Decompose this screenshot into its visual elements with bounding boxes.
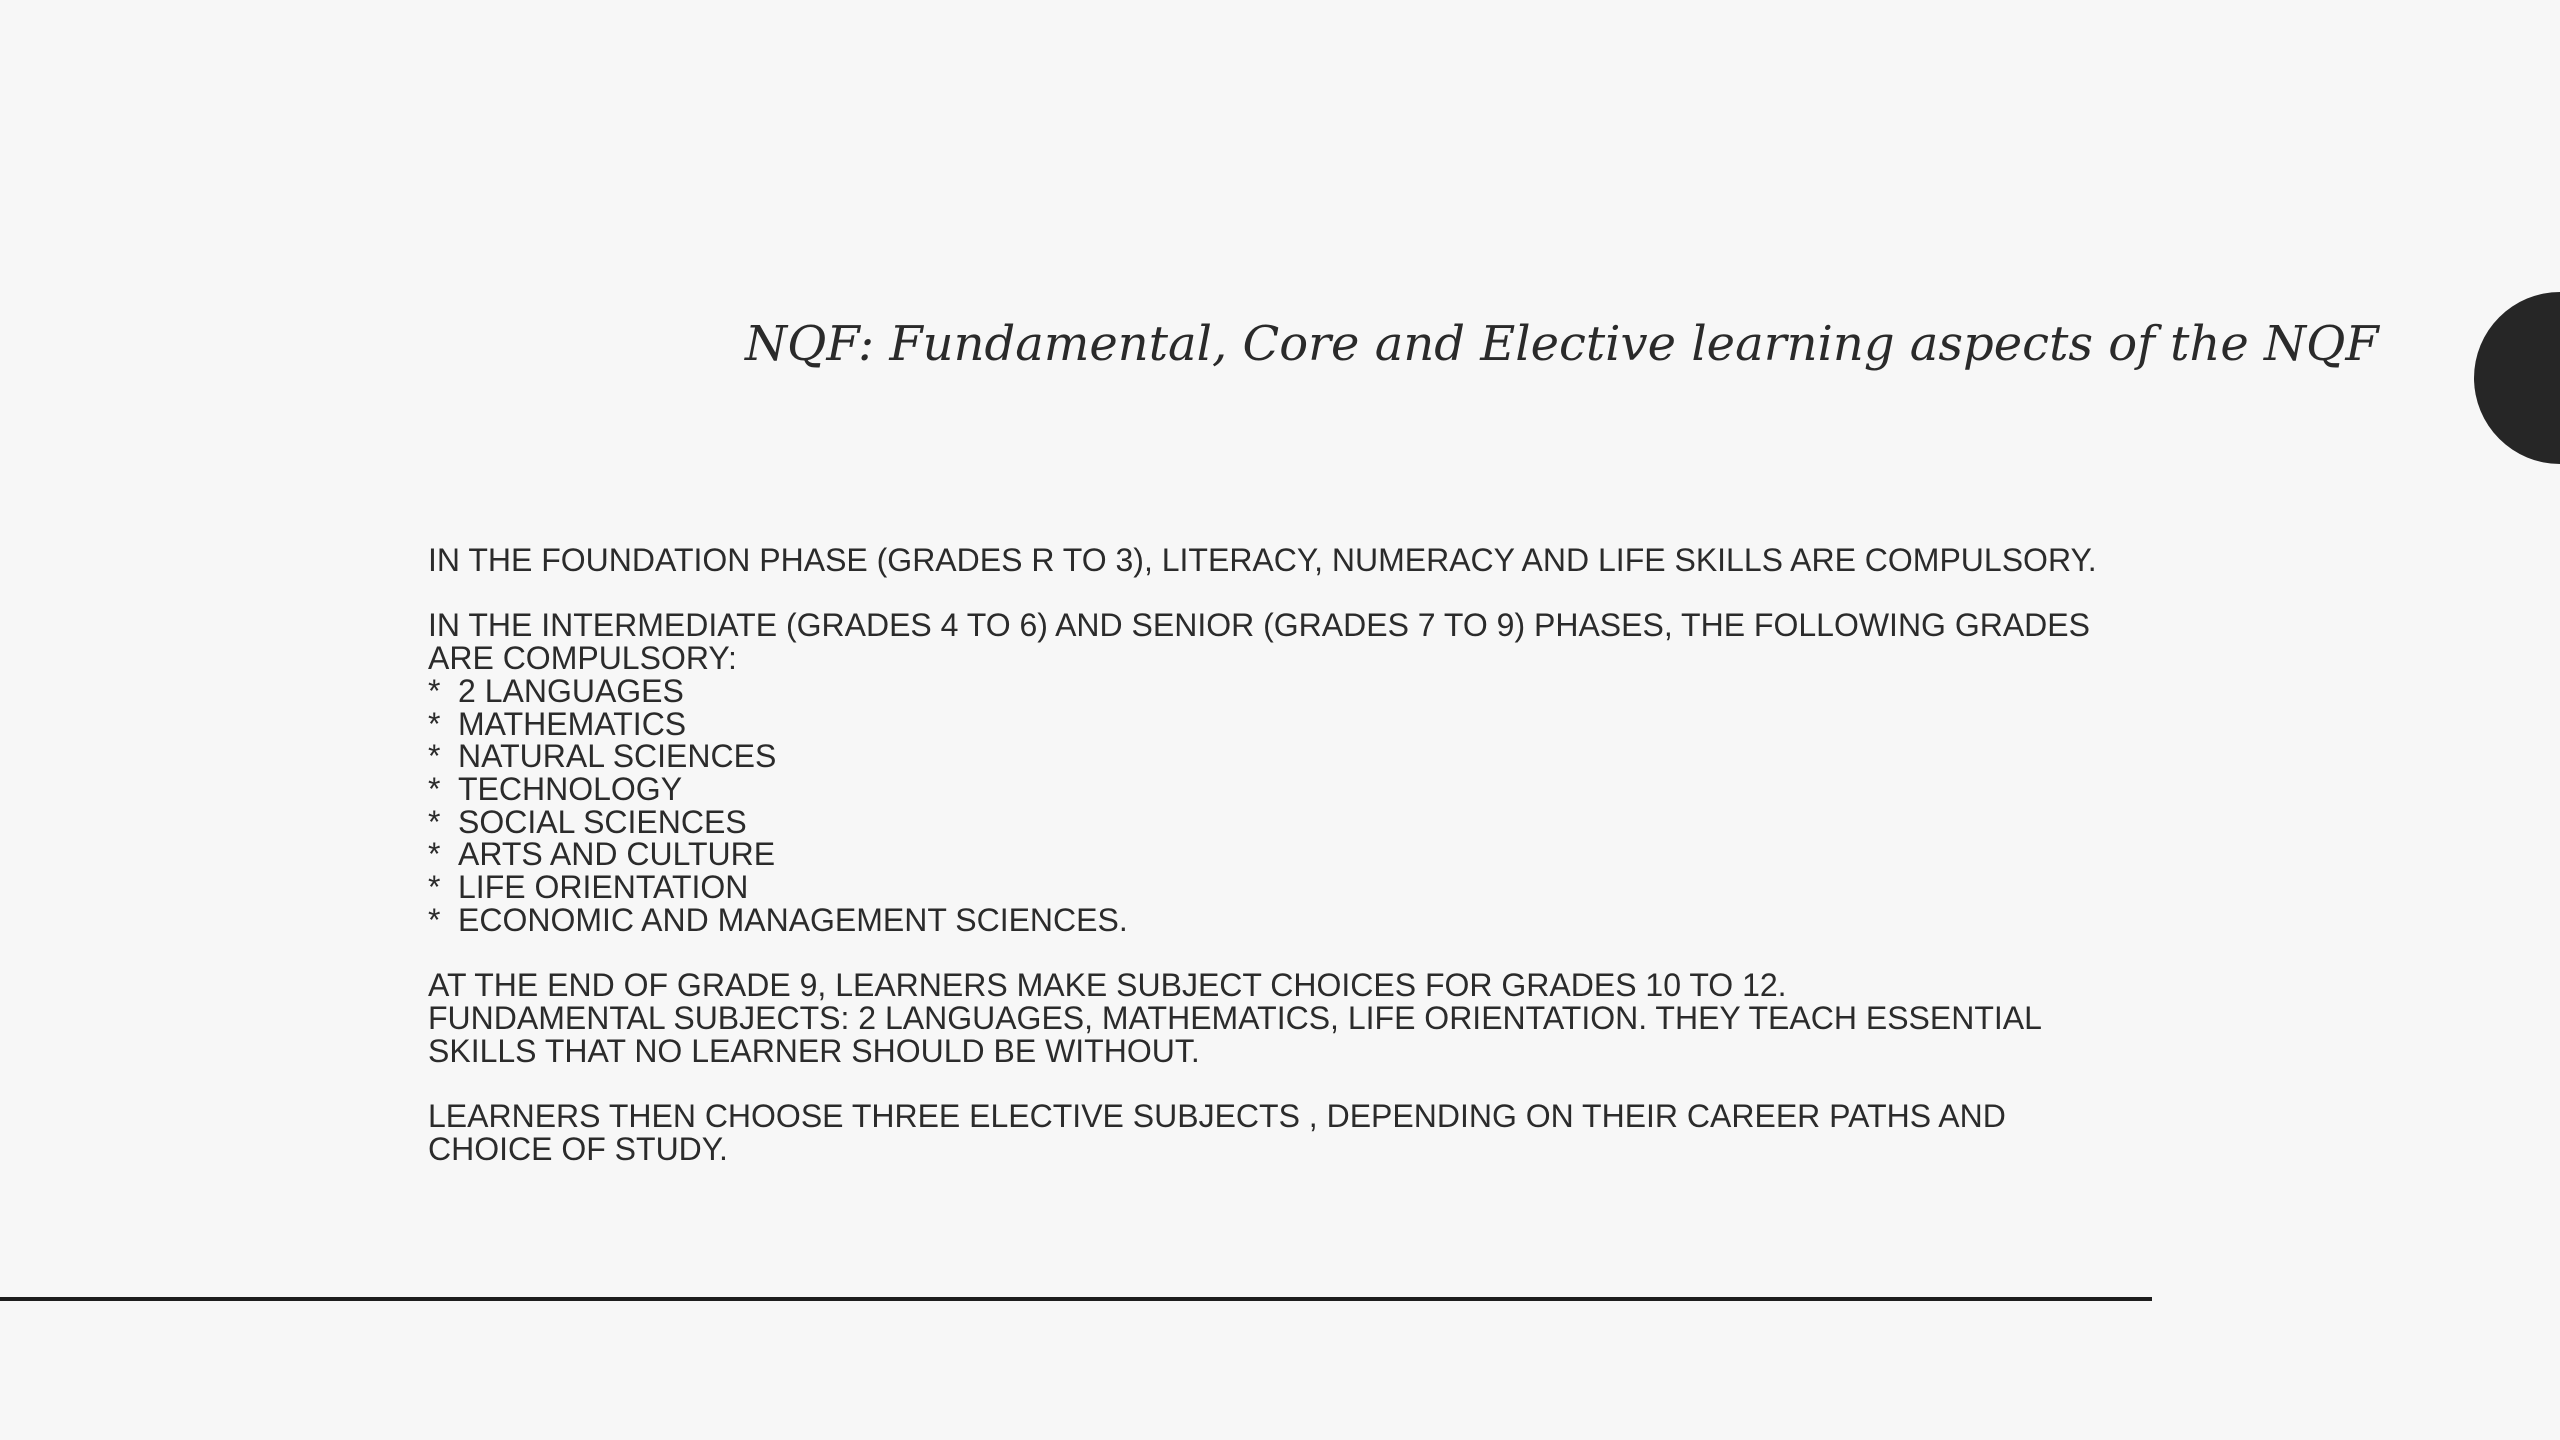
bullet-icon: * — [428, 869, 441, 906]
list-item-label: TECHNOLOGY — [458, 770, 683, 807]
bullet-icon: * — [428, 901, 441, 938]
paragraph-subject-choices — [428, 969, 2128, 1067]
list-item — [428, 803, 2128, 840]
list-item — [428, 901, 2128, 938]
paragraph-line: IN THE INTERMEDIATE (GRADES 4 TO 6) AND SENIOR (GRADES 7 TO 9) PHASES, THE FOLLOWING GRADES — [428, 607, 2090, 644]
slide-title: NQF: Fundamental, Core and Elective learning aspects of the NQF — [745, 316, 2379, 372]
paragraph-line: AT THE END OF GRADE 9, LEARNERS MAKE SUBJECT CHOICES FOR GRADES 10 TO 12. — [428, 967, 1787, 1004]
bullet-icon: * — [428, 705, 441, 742]
paragraph-line: IN THE FOUNDATION PHASE (GRADES R TO 3), LITERACY, NUMERACY AND LIFE SKILLS ARE COMPULSORY. — [428, 542, 2097, 578]
horizontal-divider — [0, 1297, 2152, 1301]
paragraph-line: LEARNERS THEN CHOOSE THREE ELECTIVE SUBJECTS , DEPENDING ON THEIR CAREER PATHS AND — [428, 1097, 2006, 1134]
bullet-icon: * — [428, 770, 441, 807]
list-item — [428, 838, 2128, 871]
paragraph-elective-subjects — [428, 1097, 2128, 1167]
paragraph-line: FUNDAMENTAL SUBJECTS: 2 LANGUAGES, MATHEMATICS, LIFE ORIENTATION. THEY TEACH ESSENTIAL — [428, 999, 2042, 1036]
bullet-icon: * — [428, 836, 441, 873]
list-item-label: MATHEMATICS — [458, 705, 687, 742]
list-item — [428, 672, 2128, 709]
paragraph-intermediate-senior-phases — [428, 609, 2128, 936]
paragraph-foundation-phase — [428, 544, 2128, 577]
compulsory-subjects-list — [428, 672, 2128, 938]
list-item-label: LIFE ORIENTATION — [458, 869, 749, 906]
paragraph-line: CHOICE OF STUDY. — [428, 1130, 728, 1167]
list-item-label: 2 LANGUAGES — [458, 672, 684, 709]
bullet-icon: * — [428, 672, 441, 709]
list-item-label: SOCIAL SCIENCES — [458, 803, 747, 840]
list-item — [428, 871, 2128, 904]
list-item — [428, 770, 2128, 807]
bullet-icon: * — [428, 803, 441, 840]
list-item — [428, 705, 2128, 742]
list-item-label: ECONOMIC AND MANAGEMENT SCIENCES. — [458, 901, 1128, 938]
list-item-label: NATURAL SCIENCES — [458, 738, 777, 775]
list-item — [428, 740, 2128, 773]
decorative-circle — [2474, 292, 2560, 464]
bullet-icon: * — [428, 738, 441, 775]
paragraph-line: SKILLS THAT NO LEARNER SHOULD BE WITHOUT. — [428, 1032, 1200, 1069]
paragraph-line: ARE COMPULSORY: — [428, 640, 737, 677]
list-item-label: ARTS AND CULTURE — [458, 836, 776, 873]
slide-body — [428, 544, 2128, 1198]
